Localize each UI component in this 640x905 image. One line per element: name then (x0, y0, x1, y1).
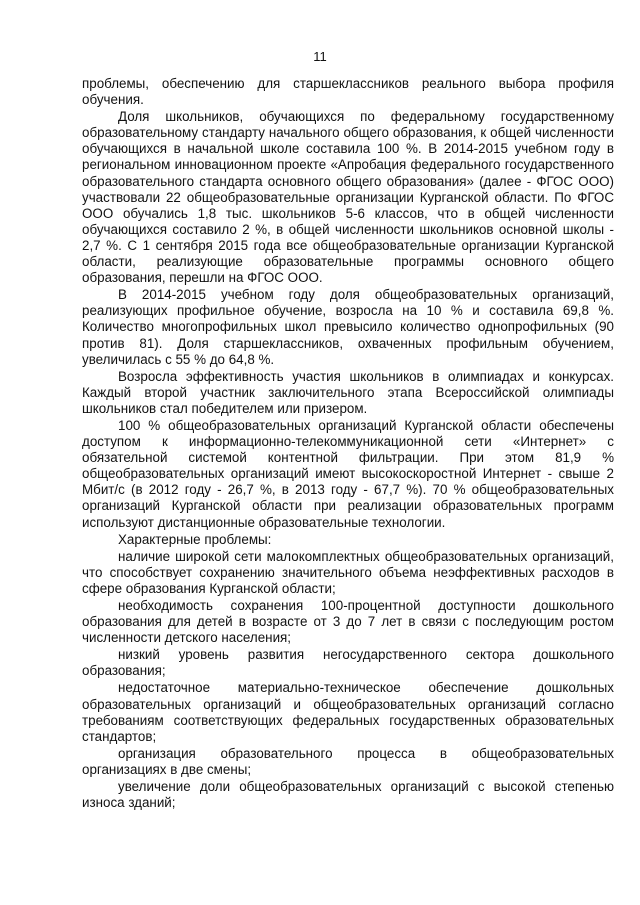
document-body (82, 76, 614, 811)
problem-item: увеличение доли общеобразовательных организаций с высокой степенью износа зданий; (82, 779, 614, 811)
paragraph-problems-heading: Характерные проблемы: (118, 531, 272, 547)
problem-item: необходимость сохранения 100-процентной доступности дошкольного образования для детей в возрасте от 3 до 7 лет в связи с последующим ростом численности детского населения; (82, 598, 614, 646)
page-number: 11 (313, 49, 327, 64)
paragraph-profile-education: В 2014-2015 учебном году доля общеобразовательных организаций, реализующих профильное обучение, возросла на 10 % и составила 69,8 %. Количество многопрофильных школ превысило количество однопрофильных (90 против 81). Доля старшеклассников, охваченных профильным обучением, увеличилась с 55 % до 64,8 %. (82, 287, 614, 367)
paragraph-continued: проблемы, обеспечению для старшеклассников реального выбора профиля обучения. (82, 76, 614, 108)
problem-item: наличие широкой сети малокомплектных общеобразовательных организаций, что способствует сохранению значительного объема неэффективных расходов в сфере образования Курганской области; (82, 548, 614, 596)
paragraph-fgos-standards: Доля школьников, обучающихся по федеральному государственному образовательному стандарту начального общего образования, к общей численности обучающихся в начальной школе составила 100 %. В 2014-2015 учебном году в региональном инновационном проекте «Апробация федерального государственного образовательного стандарта основного общего образования» (далее - ФГОС ООО) участвовали 22 общеобразовательные организации Курганской области. По ФГОС ООО обучались 1,8 тыс. школьников 5-6 классов, что в общей численности обучающихся составило 2 %, в общей численности школьников основной школы - 2,7 %. С 1 сентября 2015 года все общеобразовательные организации Курганской области, реализующие образовательные программы основного общего образования, перешли на ФГОС ООО. (82, 109, 614, 286)
problem-item: низкий уровень развития негосударственного сектора дошкольного образования; (82, 647, 614, 679)
paragraph-internet-access: 100 % общеобразовательных организаций Курганской области обеспечены доступом к информационно-телекоммуникационной сети «Интернет» с обязательной системой контентной фильтрации. При этом 81,9 % общеобразовательных организаций имеют высокоскоростной Интернет - свыше 2 Мбит/с (в 2012 году - 26,7 %, в 2013 году - 67,7 %). 70 % общеобразовательных организаций Курганской области при реализации образовательных программ используют дистанционные образовательные технологии. (82, 417, 614, 530)
problem-item: организация образовательного процесса в общеобразовательных организациях в две смены; (82, 745, 614, 777)
problem-item: недостаточное материально-техническое обеспечение дошкольных образовательных организаций и общеобразовательных организаций согласно требованиям соответствующих федеральных государственных образовательных стандартов; (82, 680, 614, 744)
paragraph-olympiads: Возросла эффективность участия школьников в олимпиадах и конкурсах. Каждый второй участник заключительного этапа Всероссийской олимпиады школьников стал победителем или призером. (82, 368, 614, 416)
